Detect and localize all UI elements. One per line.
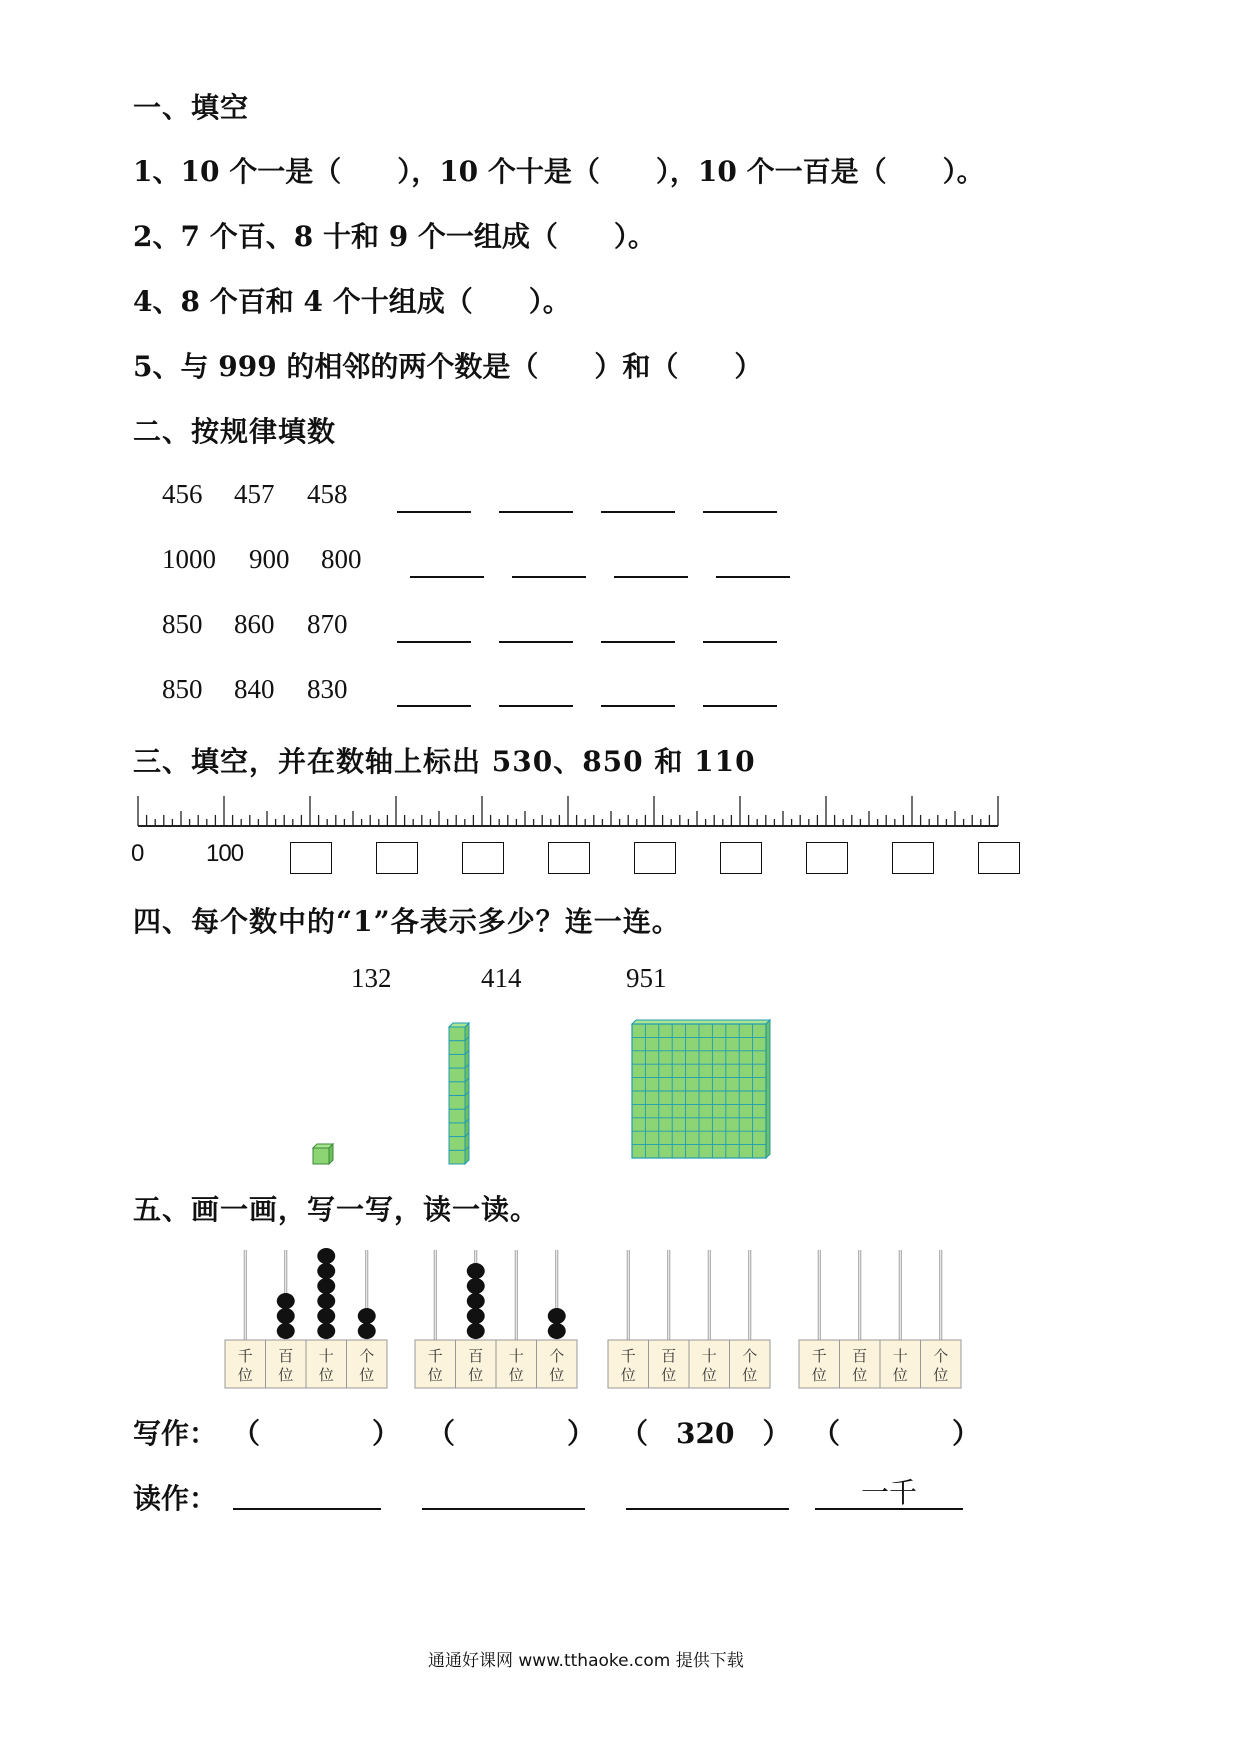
seq-2-c: 800: [321, 544, 362, 574]
abacus-bead: [467, 1323, 485, 1339]
ten-rod: [448, 1022, 474, 1165]
seq-2-a: 1000: [162, 544, 216, 574]
abacus-place-label-bottom: 位: [549, 1366, 565, 1384]
seq-3-blank-2[interactable]: [499, 641, 573, 643]
abacus-place-label-top: 十: [508, 1347, 524, 1365]
abacus-bead: [317, 1248, 335, 1264]
abacus-place-label-top: 千: [427, 1347, 443, 1365]
seq-1-blank-4[interactable]: [703, 511, 777, 513]
number-line-box-6[interactable]: [720, 842, 762, 874]
abacus-place-label-top: 十: [701, 1347, 717, 1365]
number-line[interactable]: [130, 795, 1010, 835]
abacus-bead: [277, 1323, 295, 1339]
question-4: 4、8 个百和 4 个十组成（ ）。: [133, 285, 571, 318]
abacus-place-label-top: 个: [742, 1347, 758, 1365]
connect-number-132: 132: [351, 963, 392, 993]
question-2: 2、7 个百、8 十和 9 个一组成（ ）。: [133, 220, 656, 253]
footer: 通通好课网 www.tthaoke.com 提供下载: [428, 1651, 744, 1671]
abacus-bead: [548, 1308, 566, 1324]
abacus-bead: [277, 1308, 295, 1324]
read-answer-4-text: 一千: [860, 1476, 917, 1509]
number-line-label-100: 100: [206, 840, 244, 867]
abacus-place-label-top: 千: [237, 1347, 253, 1365]
seq-4-blank-1[interactable]: [397, 705, 471, 707]
abacus-place-label-bottom: 位: [278, 1366, 294, 1384]
seq-1-blank-3[interactable]: [601, 511, 675, 513]
abacus-group[interactable]: [215, 1248, 985, 1398]
abacus-bead: [317, 1323, 335, 1339]
abacus-bead: [317, 1263, 335, 1279]
read-label: 读作：: [133, 1482, 218, 1515]
seq-2-blank-4[interactable]: [716, 576, 790, 578]
number-line-box-9[interactable]: [978, 842, 1020, 874]
seq-4-blank-4[interactable]: [703, 705, 777, 707]
abacus-place-label-bottom: 位: [468, 1366, 484, 1384]
abacus-place-label-bottom: 位: [237, 1366, 253, 1384]
number-line-box-3[interactable]: [462, 842, 504, 874]
abacus-place-label-bottom: 位: [508, 1366, 524, 1384]
abacus-place-label-bottom: 位: [661, 1366, 677, 1384]
abacus-place-label-bottom: 位: [852, 1366, 868, 1384]
seq-1-a: 456: [162, 479, 203, 509]
abacus-bead: [317, 1278, 335, 1294]
abacus-place-label-bottom: 位: [742, 1366, 758, 1384]
abacus-place-label-top: 个: [549, 1347, 565, 1365]
seq-2-b: 900: [249, 544, 290, 574]
write-answer-4[interactable]: （ ）: [812, 1417, 981, 1450]
abacus-place-label-top: 千: [620, 1347, 636, 1365]
abacus-place-label-top: 千: [811, 1347, 827, 1365]
abacus-bead: [467, 1308, 485, 1324]
seq-1-blank-1[interactable]: [397, 511, 471, 513]
abacus-place-label-bottom: 位: [427, 1366, 443, 1384]
abacus-place-label-bottom: 位: [811, 1366, 827, 1384]
abacus-place-label-top: 十: [318, 1347, 334, 1365]
abacus-bead: [358, 1323, 376, 1339]
seq-1-blank-2[interactable]: [499, 511, 573, 513]
write-label: 写作：: [133, 1417, 218, 1450]
number-line-box-5[interactable]: [634, 842, 676, 874]
abacus-place-label-top: 百: [278, 1347, 294, 1365]
seq-3-b: 860: [234, 609, 275, 639]
abacus-place-label-top: 十: [892, 1347, 908, 1365]
section-1-title: 一、填空: [133, 91, 250, 124]
seq-3-blank-3[interactable]: [601, 641, 675, 643]
abacus-place-label-top: 百: [852, 1347, 868, 1365]
section-4-title: 四、每个数中的“1”各表示多少？连一连。: [133, 905, 681, 938]
seq-2-blank-1[interactable]: [410, 576, 484, 578]
abacus-place-label-bottom: 位: [318, 1366, 334, 1384]
seq-4-c: 830: [307, 674, 348, 704]
seq-3-blank-4[interactable]: [703, 641, 777, 643]
read-answer-1[interactable]: [233, 1508, 381, 1510]
write-answer-1[interactable]: （ ）: [232, 1417, 401, 1450]
seq-3-a: 850: [162, 609, 203, 639]
abacus-place-label-bottom: 位: [701, 1366, 717, 1384]
abacus-place-label-bottom: 位: [620, 1366, 636, 1384]
abacus-bead: [277, 1293, 295, 1309]
write-answer-2[interactable]: （ ）: [427, 1417, 596, 1450]
number-line-box-4[interactable]: [548, 842, 590, 874]
abacus-bead: [358, 1308, 376, 1324]
connect-number-951: 951: [626, 963, 667, 993]
number-line-label-0: 0: [131, 840, 145, 867]
seq-3-blank-1[interactable]: [397, 641, 471, 643]
seq-3-c: 870: [307, 609, 348, 639]
abacus-place-label-bottom: 位: [933, 1366, 949, 1384]
read-answer-4[interactable]: [815, 1478, 963, 1510]
abacus-bead: [467, 1293, 485, 1309]
number-line-box-1[interactable]: [290, 842, 332, 874]
seq-4-blank-2[interactable]: [499, 705, 573, 707]
abacus-place-label-top: 个: [933, 1347, 949, 1365]
section-5-title: 五、画一画，写一写，读一读。: [133, 1193, 540, 1226]
hundred-flat: [630, 1018, 774, 1162]
abacus-place-label-bottom: 位: [359, 1366, 375, 1384]
number-line-box-7[interactable]: [806, 842, 848, 874]
abacus-bead: [548, 1323, 566, 1339]
abacus-place-label-bottom: 位: [892, 1366, 908, 1384]
seq-2-blank-3[interactable]: [614, 576, 688, 578]
write-answer-3[interactable]: （ 320 ）: [620, 1417, 791, 1450]
question-1: 1、10 个一是（ ），10 个十是（ ），10 个一百是（ ）。: [133, 155, 985, 188]
seq-1-b: 457: [234, 479, 275, 509]
read-answer-2[interactable]: [422, 1508, 585, 1510]
seq-1-c: 458: [307, 479, 348, 509]
number-line-box-8[interactable]: [892, 842, 934, 874]
abacus-bead: [467, 1278, 485, 1294]
number-line-box-2[interactable]: [376, 842, 418, 874]
abacus-bead: [317, 1293, 335, 1309]
section-3-title: 三、填空，并在数轴上标出 530、850 和 110: [133, 745, 756, 778]
seq-2-blank-2[interactable]: [512, 576, 586, 578]
abacus-place-label-top: 百: [468, 1347, 484, 1365]
section-2-title: 二、按规律填数: [133, 415, 337, 448]
question-5: 5、与 999 的相邻的两个数是（ ）和（ ）: [133, 350, 763, 383]
read-answer-3[interactable]: [626, 1508, 789, 1510]
unit-cube: [312, 1143, 336, 1165]
seq-4-b: 840: [234, 674, 275, 704]
seq-4-a: 850: [162, 674, 203, 704]
abacus-place-label-top: 个: [359, 1347, 375, 1365]
abacus-bead: [317, 1308, 335, 1324]
abacus-place-label-top: 百: [661, 1347, 677, 1365]
seq-4-blank-3[interactable]: [601, 705, 675, 707]
connect-number-414: 414: [481, 963, 522, 993]
abacus-bead: [467, 1263, 485, 1279]
